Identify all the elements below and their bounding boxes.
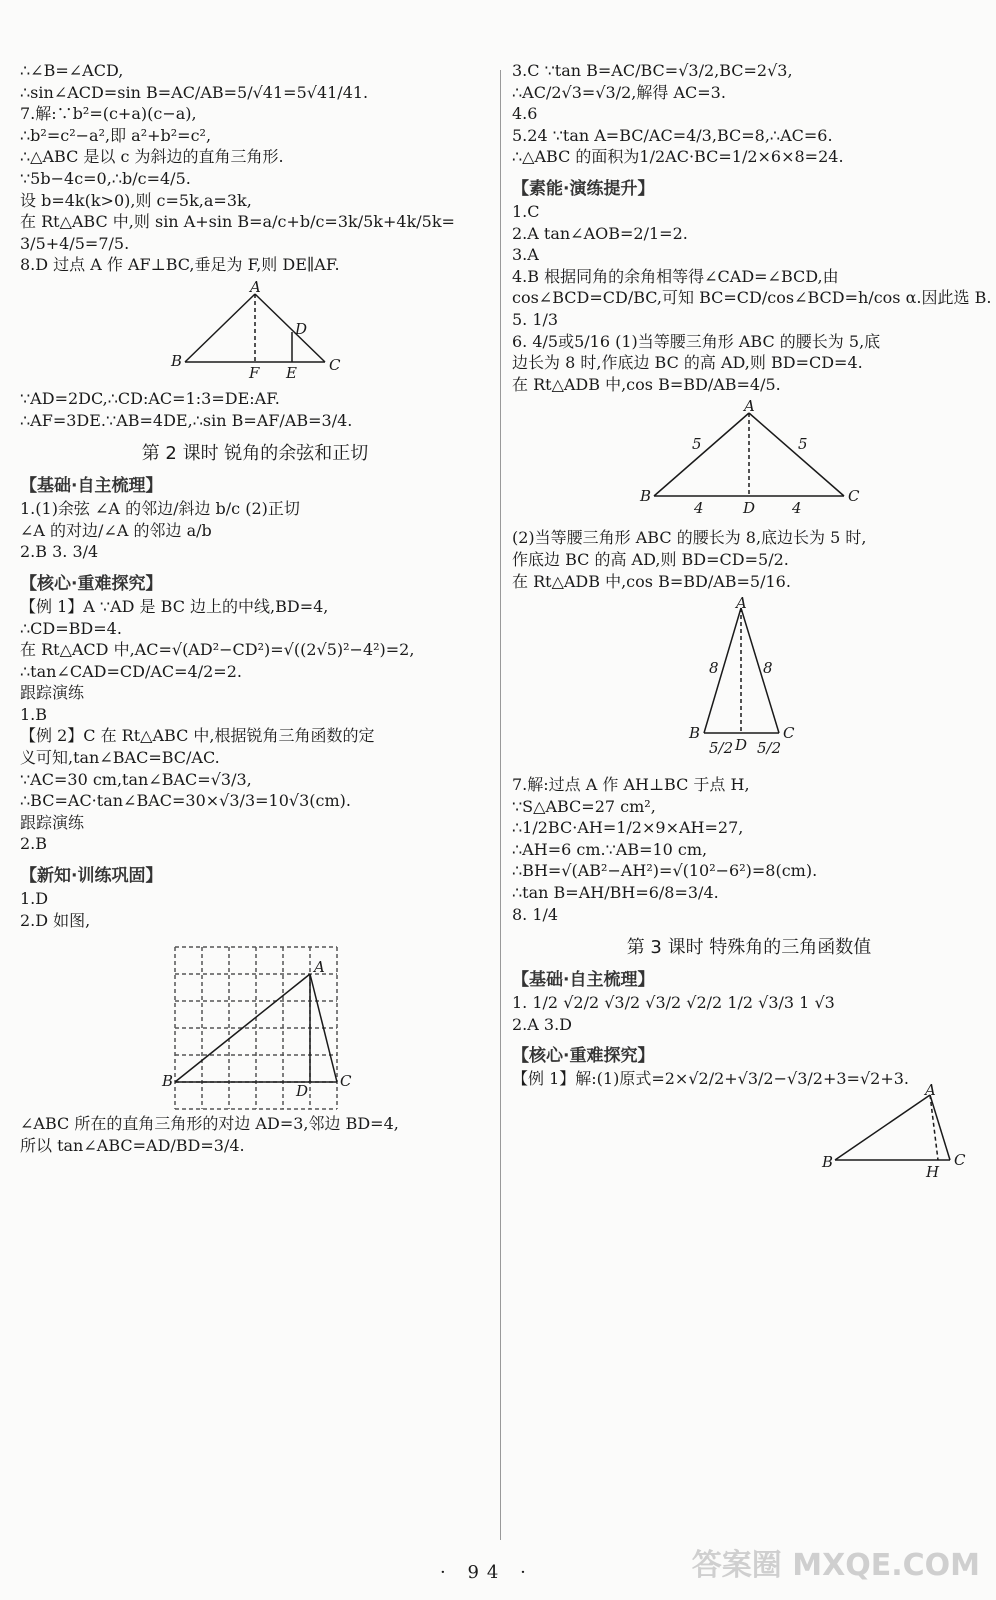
text-line: ∴BC=AC·tan∠BAC=30×√3/3=10√3(cm).	[20, 791, 351, 811]
label-d: D	[735, 736, 748, 755]
text-line: 1.D	[20, 889, 49, 909]
figure-line	[185, 294, 255, 362]
label-a: A	[744, 397, 755, 416]
label-b: B	[162, 1072, 174, 1091]
label-d: D	[743, 499, 756, 518]
label-b: B	[171, 351, 183, 370]
figure-line	[930, 1095, 938, 1160]
section-heading: 【核心·重难探究】	[20, 573, 163, 594]
label-f: F	[249, 363, 260, 382]
text-line: ∴AH=6 cm.∵AB=10 cm,	[512, 839, 708, 859]
lesson-title: 第 2 课时 锐角的余弦和正切	[141, 443, 369, 465]
side-ac: 5	[798, 435, 808, 454]
text-line: ∠A 的对边/∠A 的邻边 a/b	[20, 520, 212, 540]
figure-line	[741, 608, 779, 733]
section-heading: 【新知·训练巩固】	[20, 866, 163, 887]
text-line: 3.A	[512, 245, 539, 265]
text-line: 6. 4/5或5/16 (1)当等腰三角形 ABC 的腰长为 5,底	[512, 331, 881, 351]
text-line: ∴b²=c²−a²,即 a²+b²=c²,	[20, 125, 212, 145]
side-dc: 4	[792, 499, 802, 518]
side-dc: 5/2	[757, 739, 782, 758]
label-a: A	[250, 277, 261, 296]
figure-f5	[820, 1081, 970, 1185]
label-a: A	[925, 1081, 936, 1099]
text-line: 边长为 8 时,作底边 BC 的高 AD,则 BD=CD=4.	[512, 353, 863, 373]
text-line: 1.B	[20, 704, 48, 724]
text-line: 2.B	[20, 834, 48, 854]
text-line: 2.B 3. 3/4	[20, 542, 99, 562]
text-line: 1.(1)余弦 ∠A 的邻边/斜边 b/c (2)正切	[20, 499, 300, 519]
text-line: ∴1/2BC·AH=1/2×9×AH=27,	[512, 818, 744, 838]
text-line: 4.6	[512, 104, 538, 124]
label-c: C	[954, 1151, 966, 1169]
figure-f3	[679, 594, 819, 768]
text-line: 1. 1/2 √2/2 √3/2 √3/2 √2/2 1/2 √3/3 1 √3	[512, 993, 835, 1013]
text-line: 在 Rt△ADB 中,cos B=BD/AB=4/5.	[512, 374, 781, 394]
figure-line	[749, 413, 844, 496]
label-d: D	[295, 319, 308, 338]
text-line: 2.D 如图,	[20, 910, 91, 930]
side-bd: 4	[694, 499, 704, 518]
text-line: ∴△ABC 的面积为1/2AC·BC=1/2×6×8=24.	[512, 147, 844, 167]
text-line: 在 Rt△ADB 中,cos B=BD/AB=5/16.	[512, 571, 791, 591]
label-c: C	[329, 355, 341, 374]
column-divider	[500, 70, 501, 1540]
text-line: 5. 1/3	[512, 309, 559, 329]
text-line: ∵AD=2DC,∴CD:AC=1:3=DE:AF.	[20, 388, 280, 408]
side-ac: 8	[763, 659, 773, 678]
text-line: 2.A 3.D	[512, 1014, 572, 1034]
label-b: B	[822, 1153, 834, 1171]
text-line: 【例 1】A ∵AD 是 BC 边上的中线,BD=4,	[20, 596, 329, 616]
text-line: 跟踪演练	[20, 812, 85, 832]
text-line: 所以 tan∠ABC=AD/BD=3/4.	[20, 1135, 245, 1155]
text-line: 【例 1】解:(1)原式=2×√2/2+√3/2−√3/2+3=√2+3.	[512, 1069, 910, 1089]
text-line: ∴CD=BD=4.	[20, 618, 122, 638]
text-line: 3/5+4/5=7/5.	[20, 233, 130, 253]
figure-line	[255, 294, 325, 362]
text-line: 8. 1/4	[512, 904, 559, 924]
label-c: C	[848, 487, 860, 506]
text-line: 2.A tan∠AOB=2/1=2.	[512, 223, 688, 243]
lesson-title: 第 3 课时 特殊角的三角函数值	[626, 937, 872, 959]
figure-line	[835, 1095, 930, 1160]
label-a: A	[736, 594, 747, 613]
text-line: ∴tan∠CAD=CD/AC=4/2=2.	[20, 661, 242, 681]
text-line: 【例 2】C 在 Rt△ABC 中,根据锐角三角函数的定	[20, 726, 375, 746]
text-line: ∴AF=3DE.∵AB=4DE,∴sin B=AF/AB=3/4.	[20, 410, 353, 430]
text-line: 设 b=4k(k>0),则 c=5k,a=3k,	[20, 190, 252, 210]
label-e: E	[286, 363, 297, 382]
text-line: 8.D 过点 A 作 AF⊥BC,垂足为 F,则 DE∥AF.	[20, 255, 340, 275]
section-heading: 【素能·演练提升】	[512, 178, 655, 199]
label-c: C	[783, 724, 795, 743]
label-b: B	[640, 487, 652, 506]
figure-f1	[165, 277, 345, 382]
label-h: H	[926, 1163, 940, 1181]
figure-line	[930, 1095, 950, 1160]
label-b: B	[689, 724, 701, 743]
figure-f2	[634, 397, 864, 521]
page-number: · 94 ·	[440, 1562, 534, 1583]
text-line: 5.24 ∵tan A=BC/AC=4/3,BC=8,∴AC=6.	[512, 125, 833, 145]
section-heading: 【核心·重难探究】	[512, 1046, 655, 1067]
section-heading: 【基础·自主梳理】	[20, 476, 163, 497]
watermark: 答案圈 MXQE.COM	[691, 1548, 980, 1583]
side-ab: 8	[709, 659, 719, 678]
text-line: ∵AC=30 cm,tan∠BAC=√3/3,	[20, 769, 252, 789]
side-ab: 5	[692, 435, 702, 454]
text-line: ∵S△ABC=27 cm²,	[512, 796, 656, 816]
text-line: ∴sin∠ACD=sin B=AC/AB=5/√41=5√41/41.	[20, 82, 369, 102]
text-line: cos∠BCD=CD/BC,可知 BC=CD/cos∠BCD=h/cos α.因此选 B.	[512, 288, 992, 308]
left-column	[20, 60, 490, 1156]
text-line: 7.解:过点 A 作 AH⊥BC 于点 H,	[512, 775, 750, 795]
text-line: 在 Rt△ABC 中,则 sin A+sin B=a/c+b/c=3k/5k+4k/5k=	[20, 212, 455, 232]
text-line: 7.解:∵b²=(c+a)(c−a),	[20, 104, 197, 124]
text-line: 作底边 BC 的高 AD,则 BD=CD=5/2.	[512, 549, 789, 569]
figure-f4	[160, 937, 350, 1107]
text-line: ∴BH=√(AB²−AH²)=√(10²−6²)=8(cm).	[512, 861, 818, 881]
text-line: ∴∠B=∠ACD,	[20, 61, 124, 80]
text-line: 义可知,tan∠BAC=BC/AC.	[20, 748, 220, 768]
section-heading: 【基础·自主梳理】	[512, 970, 655, 991]
text-line: ∠ABC 所在的直角三角形的对边 AD=3,邻边 BD=4,	[20, 1114, 399, 1134]
label-c: C	[340, 1072, 352, 1091]
text-line: ∵5b−4c=0,∴b/c=4/5.	[20, 168, 191, 188]
text-line: ∴tan B=AH/BH=6/8=3/4.	[512, 883, 719, 903]
text-line: 跟踪演练	[20, 683, 85, 703]
text-line: 3.C ∵tan B=AC/BC=√3/2,BC=2√3,	[512, 61, 793, 80]
text-line: 1.C	[512, 201, 540, 221]
text-line: 在 Rt△ACD 中,AC=√(AD²−CD²)=√((2√5)²−4²)=2,	[20, 640, 415, 660]
side-bd: 5/2	[709, 739, 734, 758]
label-d: D	[296, 1082, 309, 1101]
right-column	[512, 60, 992, 1090]
figure-line	[654, 413, 749, 496]
text-line: ∴AC/2√3=√3/2,解得 AC=3.	[512, 82, 726, 102]
label-a: A	[314, 958, 325, 977]
text-line: 4.B 根据同角的余角相等得∠CAD=∠BCD,由	[512, 266, 839, 286]
text-line: ∴△ABC 是以 c 为斜边的直角三角形.	[20, 147, 284, 167]
text-line: (2)当等腰三角形 ABC 的腰长为 8,底边长为 5 时,	[512, 528, 867, 548]
